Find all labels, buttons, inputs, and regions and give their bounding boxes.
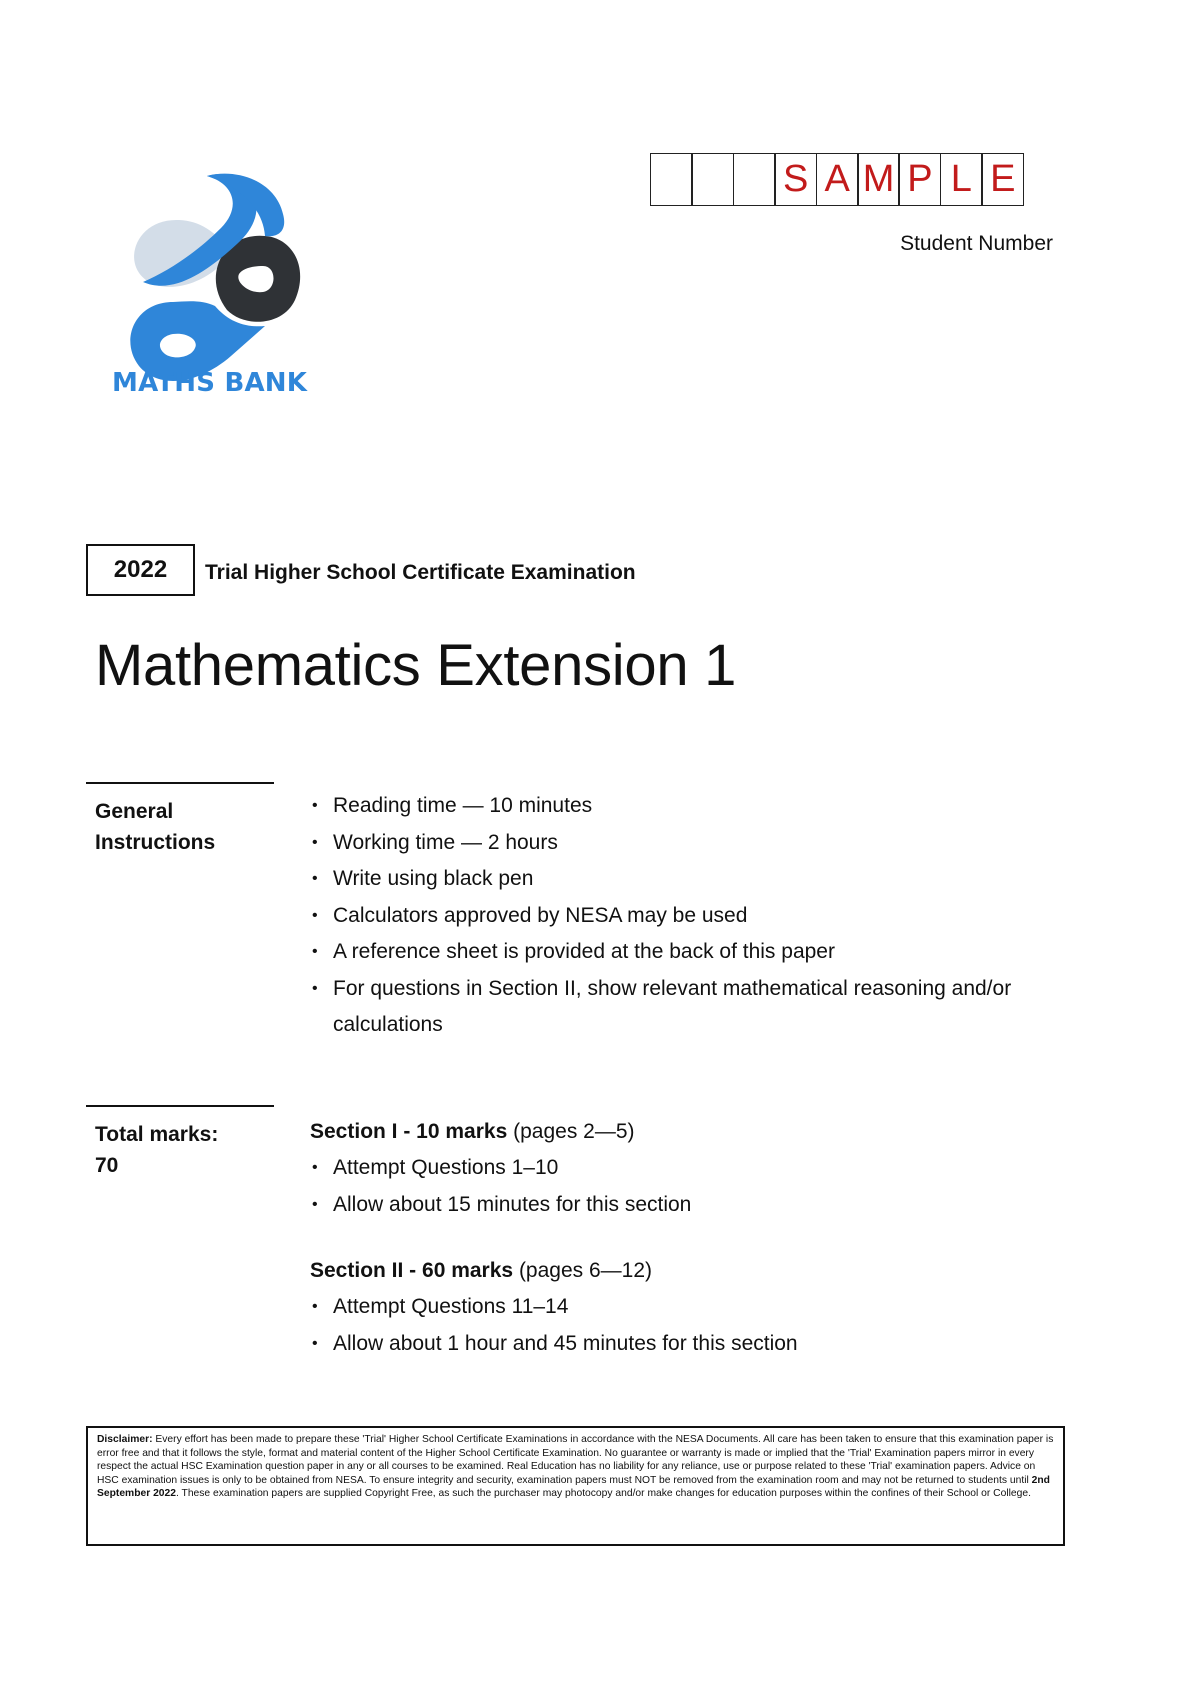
disclaimer-body: Every effort has been made to prepare these 'Trial' Higher School Certificate Examinations in accordance with the NESA Documents. All care has been taken to ensure that this examination paper is error free and that it follows the style, format and material content of the Higher School Certificate Examination. No guarantee or warranty is made or implied that the 'Trial' Examination papers mirror in every respect the actual HSC Examination question paper in any or all courses to be examined. Real Education has no liability for any reliance, use or purpose related to these 'Trial' examination papers. Advice on HSC examination issues is only to be obtained from NESA. To ensure integrity and security, examination papers must NOT be removed from the examination room and may not be returned to students until xyxy=(97,1434,1054,1486)
list-item: • A reference sheet is provided at the back of this paper xyxy=(310,934,1070,971)
student-number-box[interactable]: E xyxy=(981,153,1024,206)
student-number-label: Student Number xyxy=(900,232,1053,255)
student-number-box[interactable]: L xyxy=(940,153,983,206)
section-title: Section I - 10 marks xyxy=(310,1120,508,1143)
total-marks-heading xyxy=(95,1119,218,1181)
disclaimer-date: 2nd September 2022 xyxy=(97,1474,1050,1500)
list-item: • Reading time — 10 minutes xyxy=(310,788,1070,825)
section-title: Section II - 60 marks xyxy=(310,1259,514,1282)
page-title: Mathematics Extension 1 xyxy=(95,633,737,698)
student-number-box[interactable]: A xyxy=(816,153,859,206)
student-number-box[interactable] xyxy=(691,153,734,206)
exam-year: 2022 xyxy=(86,544,195,596)
list-item: • Calculators approved by NESA may be used xyxy=(310,898,1070,935)
section-pages: (pages 6—12) xyxy=(518,1259,653,1282)
logo-text: MATHS BANK xyxy=(112,368,308,398)
section-1 xyxy=(310,1114,1070,1223)
heading-line: 70 xyxy=(95,1154,119,1177)
student-number-box[interactable] xyxy=(650,153,693,206)
section-pages: (pages 2—5) xyxy=(513,1120,635,1143)
section-list xyxy=(310,1150,1070,1223)
general-instructions-list xyxy=(310,788,1070,1044)
heading-line: General xyxy=(95,800,174,823)
list-item: • For questions in Section II, show relevant mathematical reasoning and/or calculations xyxy=(310,971,1078,1044)
disclaimer-box xyxy=(86,1426,1065,1546)
student-number-box[interactable]: M xyxy=(857,153,900,206)
heading-line: Total marks: xyxy=(95,1123,219,1146)
list-item: • Attempt Questions 1–10 xyxy=(310,1150,1070,1187)
disclaimer-body-end: . These examination papers are supplied Copyright Free, as such the purchaser may photocopy and/or make changes for education purposes within the confines of their School or College. xyxy=(176,1488,1031,1500)
disclaimer-text xyxy=(97,1433,1054,1501)
student-number-box[interactable]: S xyxy=(774,153,817,206)
list-item: • Write using black pen xyxy=(310,861,1070,898)
section-heading xyxy=(310,1253,1070,1289)
student-number-box[interactable] xyxy=(733,153,776,206)
list-item: • Allow about 15 minutes for this section xyxy=(310,1187,1070,1224)
section-2 xyxy=(310,1253,1070,1362)
exam-label: Trial Higher School Certificate Examination xyxy=(205,561,636,584)
heading-line: Instructions xyxy=(95,831,216,854)
section-heading xyxy=(310,1114,1070,1150)
student-number-box[interactable]: P xyxy=(898,153,941,206)
list-item: • Allow about 1 hour and 45 minutes for this section xyxy=(310,1326,1070,1363)
disclaimer-label: Disclaimer: xyxy=(97,1434,153,1445)
section-list xyxy=(310,1289,1070,1362)
list-item: • Working time — 2 hours xyxy=(310,825,1070,862)
divider xyxy=(86,782,274,784)
divider xyxy=(86,1105,274,1107)
general-instructions-heading xyxy=(95,796,215,858)
student-number-boxes xyxy=(650,153,1024,206)
list-item: • Attempt Questions 11–14 xyxy=(310,1289,1070,1326)
